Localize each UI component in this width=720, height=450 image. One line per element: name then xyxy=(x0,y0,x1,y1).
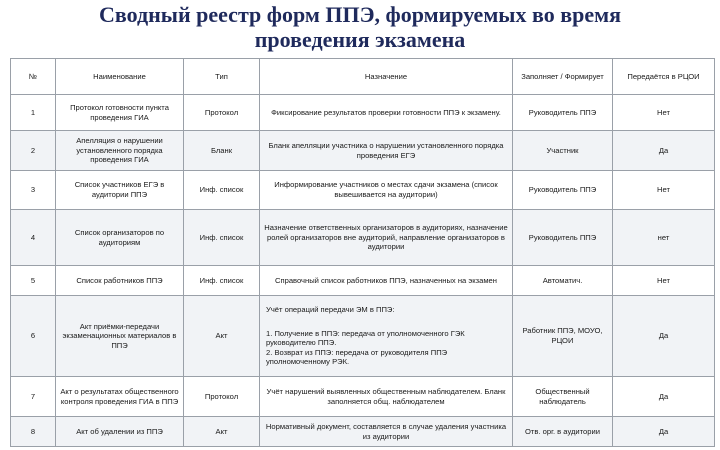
table-row xyxy=(11,296,715,377)
cell-purpose xyxy=(260,296,513,377)
cell-filled-by: Руководитель ППЭ xyxy=(513,210,613,266)
cell-sent-to: Да xyxy=(613,131,715,171)
cell-type: Инф. список xyxy=(184,266,260,296)
cell-purpose: Нормативный документ, составляется в случае удаления участника из аудитории xyxy=(260,417,513,447)
page-title-line-2: проведения экзамена xyxy=(254,27,466,52)
cell-num: 1 xyxy=(11,95,56,131)
purpose-line-3: 2. Возврат из ППЭ: передача от руководителя ППЭ уполномоченному РЭК. xyxy=(266,347,448,367)
cell-num: 8 xyxy=(11,417,56,447)
cell-sent-to: Нет xyxy=(613,266,715,296)
cell-purpose: Бланк апелляции участника о нарушении установленного порядка проведения ЕГЭ xyxy=(260,131,513,171)
cell-filled-by: Отв. орг. в аудитории xyxy=(513,417,613,447)
cell-num: 3 xyxy=(11,171,56,210)
cell-type: Акт xyxy=(184,417,260,447)
cell-name: Список участников ЕГЭ в аудитории ППЭ xyxy=(56,171,184,210)
header-purpose: Назначение xyxy=(260,59,513,95)
cell-filled-by: Участник xyxy=(513,131,613,171)
table-row xyxy=(11,417,715,447)
cell-type: Протокол xyxy=(184,377,260,417)
cell-num: 7 xyxy=(11,377,56,417)
header-name: Наименование xyxy=(56,59,184,95)
cell-sent-to: Да xyxy=(613,417,715,447)
page-title-line-1: Сводный реестр форм ППЭ, формируемых во время xyxy=(99,2,621,27)
cell-type: Инф. список xyxy=(184,210,260,266)
cell-sent-to: Да xyxy=(613,296,715,377)
table-header-row xyxy=(11,59,715,95)
cell-filled-by: Работник ППЭ, МОУО, РЦОИ xyxy=(513,296,613,377)
cell-name: Акт о результатах общественного контроля проведения ГИА в ППЭ xyxy=(56,377,184,417)
header-sent-to: Передаётся в РЦОИ xyxy=(613,59,715,95)
cell-type: Инф. список xyxy=(184,171,260,210)
cell-purpose: Назначение ответственных организаторов в аудиториях, назначение ролей организаторов вне аудиторий, направление организаторов в аудитории xyxy=(260,210,513,266)
cell-type: Протокол xyxy=(184,95,260,131)
cell-name: Список работников ППЭ xyxy=(56,266,184,296)
forms-registry-table xyxy=(10,58,715,447)
cell-type: Акт xyxy=(184,296,260,377)
header-type: Тип xyxy=(184,59,260,95)
purpose-line-1: Учёт операций передачи ЭМ в ППЭ: xyxy=(266,305,395,315)
cell-sent-to: Нет xyxy=(613,95,715,131)
cell-purpose: Информирование участников о местах сдачи экзамена (список вывешивается на аудитории) xyxy=(260,171,513,210)
cell-purpose: Фиксирование результатов проверки готовности ППЭ к экзамену. xyxy=(260,95,513,131)
cell-sent-to: Нет xyxy=(613,171,715,210)
purpose-line-2: 1. Получение в ППЭ: передача от уполномоченного ГЭК руководителю ППЭ. xyxy=(266,328,465,348)
cell-num: 5 xyxy=(11,266,56,296)
cell-num: 6 xyxy=(11,296,56,377)
cell-name: Акт приёмки-передачи экзаменационных материалов в ППЭ xyxy=(56,296,184,377)
cell-sent-to: Да xyxy=(613,377,715,417)
cell-name: Список организаторов по аудиториям xyxy=(56,210,184,266)
cell-sent-to: нет xyxy=(613,210,715,266)
cell-filled-by: Руководитель ППЭ xyxy=(513,95,613,131)
cell-purpose: Учёт нарушений выявленных общественным наблюдателем. Бланк заполняется общ. наблюдателем xyxy=(260,377,513,417)
cell-filled-by: Общественный наблюдатель xyxy=(513,377,613,417)
cell-type: Бланк xyxy=(184,131,260,171)
cell-name: Апелляция о нарушении установленного порядка проведения ГИА xyxy=(56,131,184,171)
table-row xyxy=(11,266,715,296)
cell-name: Протокол готовности пункта проведения ГИА xyxy=(56,95,184,131)
cell-num: 2 xyxy=(11,131,56,171)
page-title xyxy=(0,2,720,52)
table-row xyxy=(11,95,715,131)
table-row xyxy=(11,377,715,417)
cell-filled-by: Автоматич. xyxy=(513,266,613,296)
header-filled-by: Заполняет / Формирует xyxy=(513,59,613,95)
cell-name: Акт об удалении из ППЭ xyxy=(56,417,184,447)
cell-num: 4 xyxy=(11,210,56,266)
cell-purpose: Справочный список работников ППЭ, назначенных на экзамен xyxy=(260,266,513,296)
cell-filled-by: Руководитель ППЭ xyxy=(513,171,613,210)
header-num: № xyxy=(11,59,56,95)
table-row xyxy=(11,131,715,171)
table-row xyxy=(11,210,715,266)
table-row xyxy=(11,171,715,210)
